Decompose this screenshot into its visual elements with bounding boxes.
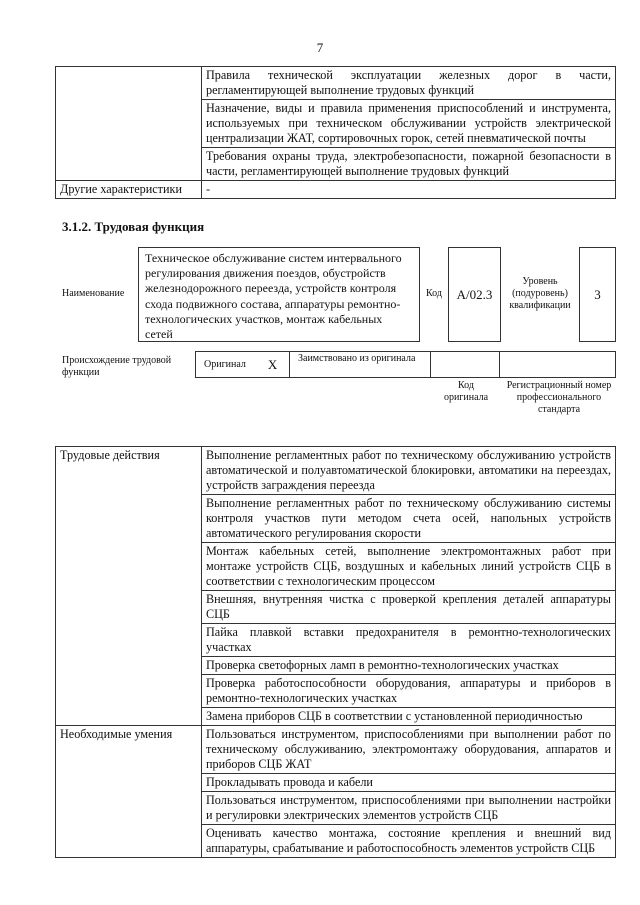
code-original-caption: Код оригинала (443, 380, 489, 403)
table-cell: Пользоваться инструментом, приспособлениями при выполнении настройки и регулировки электрических элементов устройств СЦБ (202, 792, 616, 825)
table-cell: Замена приборов СЦБ в соответствии с установленной периодичностью (202, 708, 616, 726)
level-value-box: 3 (579, 247, 616, 342)
table-cell: Оценивать качество монтажа, состояние крепления и внешний вид аппаратуры, срабатывание и работоспособность элементов устройств СЦБ (202, 825, 616, 858)
original-label: Оригинал (204, 358, 246, 370)
table-cell: Внешняя, внутренняя чистка с проверкой крепления деталей аппаратуры СЦБ (202, 591, 616, 624)
borrowed-cell: Заимствовано из оригинала (289, 351, 431, 378)
table-cell: Проверка светофорных ламп в ремонтно-технологических участках (202, 657, 616, 675)
original-mark: X (267, 356, 278, 372)
table-cell: Назначение, виды и правила применения приспособлений и инструмента, используемых при техническом обслуживании устройств электрической централизации ЖАТ, сортировочных горок, сетей пневматической почты (202, 100, 616, 148)
code-label: Код (426, 288, 442, 299)
function-name-box: Техническое обслуживание систем интервального регулирования движения поездов, обустройств железнодорожного переезда, устройств контроля схода подвижного состава, аппаратуры ремонтно-технологических участков, монтаж кабельных сетей (138, 247, 420, 342)
code-original-cell (430, 351, 500, 378)
code-value-box: А/02.3 (448, 247, 501, 342)
section-heading: 3.1.2. Трудовая функция (62, 219, 205, 234)
table-cell: Выполнение регламентных работ по техническому обслуживанию устройств автоматической и полуавтоматической блокировки, автоматики на переездах, устройств заграждения переезда (202, 447, 616, 495)
table-cell: Монтаж кабельных сетей, выполнение электромонтажных работ при монтаже устройств СЦБ, воздушных и кабельных линий устройств СЦБ в соответствии с технологическим процессом (202, 543, 616, 591)
reg-number-cell (499, 351, 616, 378)
origin-label: Происхождение трудовой функции (62, 355, 172, 378)
table-cell-label: Другие характеристики (56, 181, 202, 199)
table-cell-label: Трудовые действия (56, 447, 202, 726)
table-cell: Пайка плавкой вставки предохранителя в ремонтно-технологических участках (202, 624, 616, 657)
name-label: Наименование (62, 288, 125, 299)
top-table (55, 66, 616, 199)
table-cell-empty (56, 67, 202, 181)
table-cell: - (202, 181, 616, 199)
main-table (55, 446, 616, 858)
table-cell: Прокладывать провода и кабели (202, 774, 616, 792)
level-label: Уровень (подуровень) квалификации (509, 276, 571, 311)
table-cell-label: Необходимые умения (56, 726, 202, 858)
page-number: 7 (316, 40, 324, 55)
reg-number-caption: Регистрационный номер профессионального стандарта (506, 380, 612, 415)
table-cell: Выполнение регламентных работ по техническому обслуживанию системы контроля участков пути методом счета осей, напольных устройств автоматического регулирования скорости (202, 495, 616, 543)
table-cell: Пользоваться инструментом, приспособлениями при выполнении работ по техническому обслуживанию, электромонтажу оборудования, аппаратов и приборов СЦБ ЖАТ (202, 726, 616, 774)
original-cell (195, 351, 290, 378)
table-cell: Проверка работоспособности оборудования, аппаратуры и приборов в ремонтно-технологических участках (202, 675, 616, 708)
table-cell: Правила технической эксплуатации железных дорог в части, регламентирующей выполнение трудовых функций (202, 67, 616, 100)
table-cell: Требования охраны труда, электробезопасности, пожарной безопасности в части, регламентирующей выполнение трудовых функций (202, 148, 616, 181)
